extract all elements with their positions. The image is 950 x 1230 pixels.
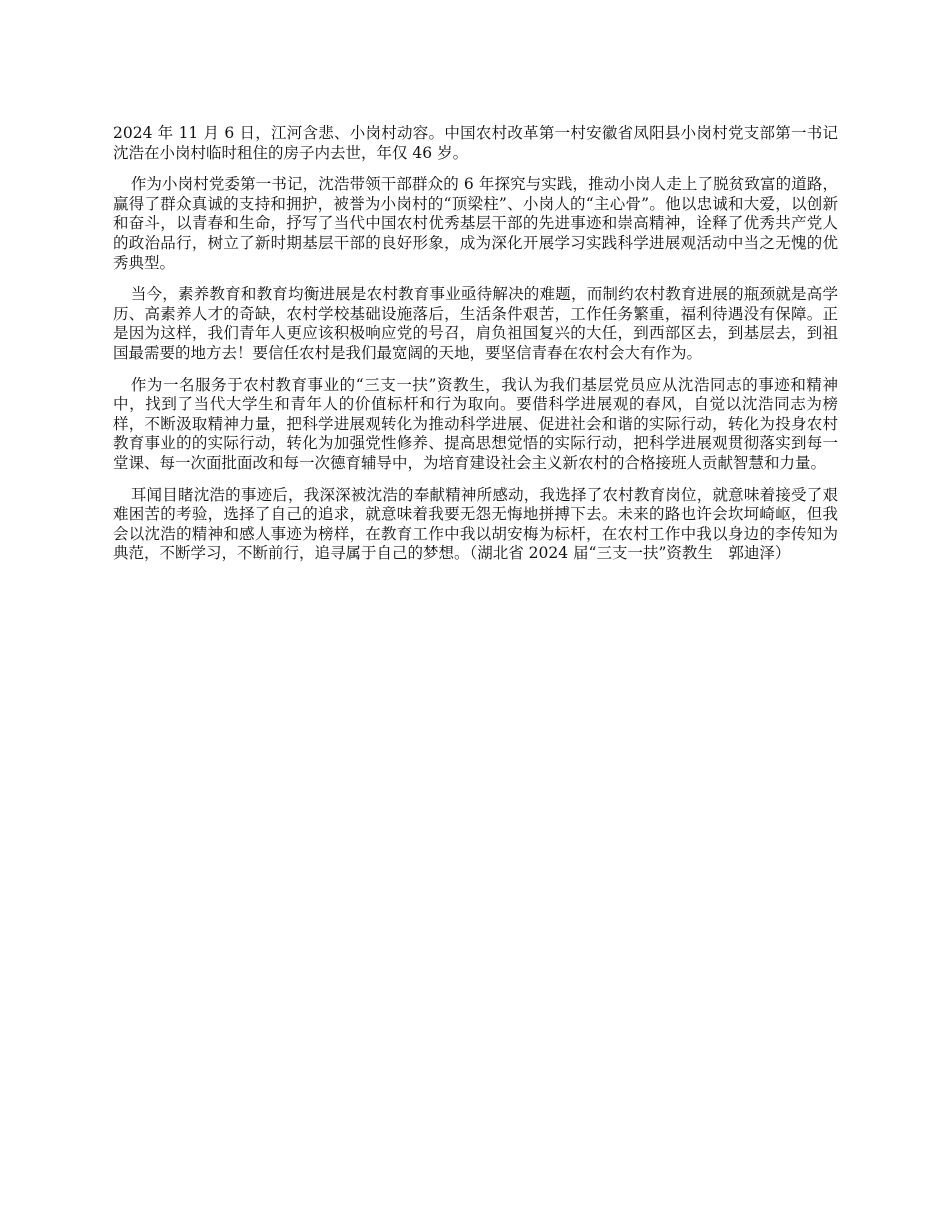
paragraph-3: 当今，素养教育和教育均衡进展是农村教育事业亟待解决的难题，而制约农村教育进展的瓶颈就是高学历、高素养人才的奇缺，农村学校基础设施落后，生活条件艰苦，工作任务繁重，福利待遇没有保障。正是因为这样，我们青年人更应该积极响应党的号召，肩负祖国复兴的大任，到西部区去，到基层去，到祖国最需要的地方去！要信任农村是我们最宽阔的天地，要坚信青春在农村会大有作为。 [113, 285, 838, 362]
document-body [113, 124, 838, 576]
paragraph-1: 2024 年 11 月 6 日，江河含悲、小岗村动容。中国农村改革第一村安徽省凤阳县小岗村党支部第一书记沈浩在小岗村临时租住的房子内去世，年仅 46 岁。 [113, 124, 838, 162]
paragraph-5: 耳闻目睹沈浩的事迹后，我深深被沈浩的奉献精神所感动，我选择了农村教育岗位，就意味着接受了艰难困苦的考验，选择了自己的追求，就意味着我要无怨无悔地拼搏下去。未来的路也许会坎坷崎岖，但我会以沈浩的精神和感人事迹为榜样，在教育工作中我以胡安梅为标杆，在农村工作中我以身边的李传知为典范，不断学习，不断前行，追寻属于自己的梦想。（湖北省 2024 届“三支一扶”资教生 郭迪泽） [113, 485, 838, 563]
paragraph-2: 作为小岗村党委第一书记，沈浩带领干部群众的 6 年探究与实践，推动小岗人走上了脱贫致富的道路，赢得了群众真诚的支持和拥护，被誉为小岗村的“顶梁柱”、小岗人的“主心骨”。他以忠诚和大爱，以创新和奋斗，以青春和生命，抒写了当代中国农村优秀基层干部的先进事迹和崇高精神，诠释了优秀共产党人的政治品行，树立了新时期基层干部的良好形象，成为深化开展学习实践科学进展观活动中当之无愧的优秀典型。 [113, 175, 838, 272]
paragraph-4: 作为一名服务于农村教育事业的“三支一扶”资教生，我认为我们基层党员应从沈浩同志的事迹和精神中，找到了当代大学生和青年人的价值标杆和行为取向。要借科学进展观的春风，自觉以沈浩同志为榜样，不断汲取精神力量，把科学进展观转化为推动科学进展、促进社会和谐的实际行动，转化为投身农村教育事业的的实际行动，转化为加强党性修养、提高思想觉悟的实际行动，把科学进展观贯彻落实到每一堂课、每一次面批面改和每一次德育辅导中，为培育建设社会主义新农村的合格接班人贡献智慧和力量。 [113, 375, 838, 472]
